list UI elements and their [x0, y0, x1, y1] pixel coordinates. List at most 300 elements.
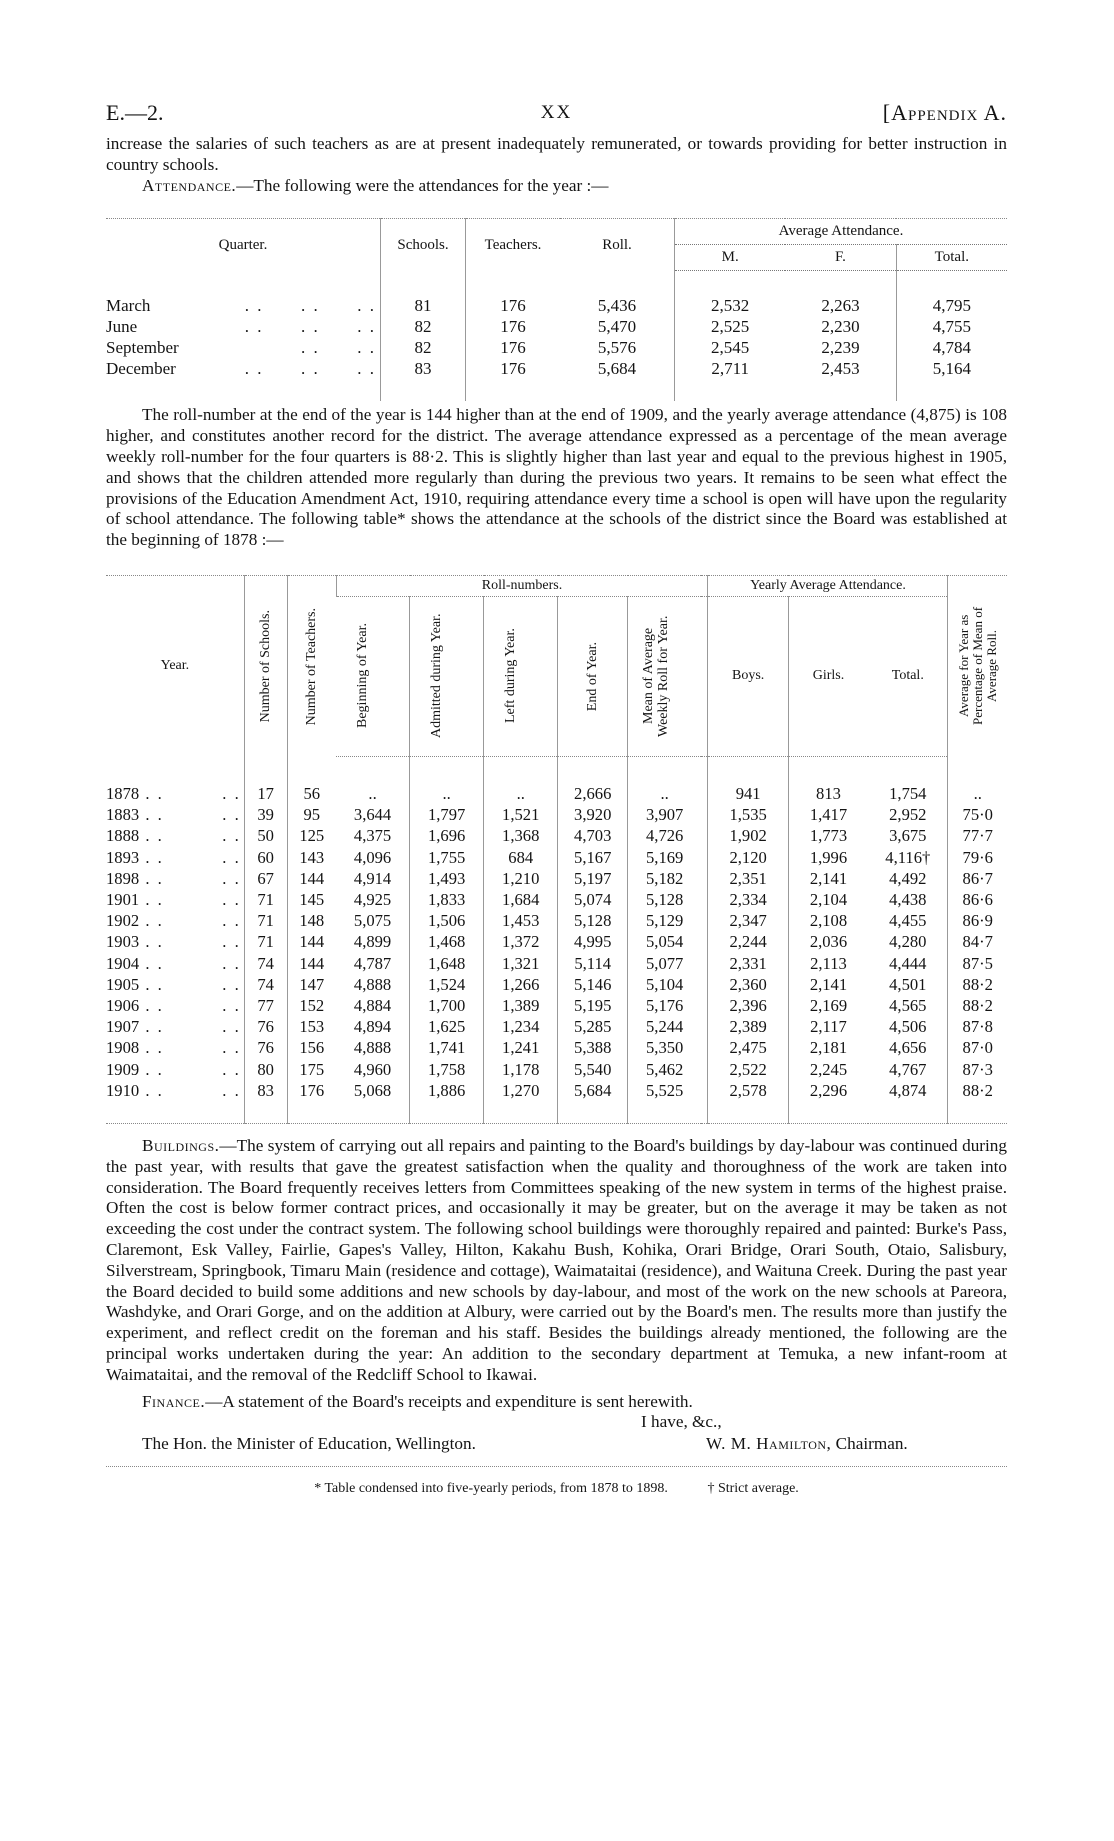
year-value: 1893: [106, 847, 140, 867]
leader-dots: . .: [139, 889, 164, 909]
yearly-beginning-cell: 4,914: [353, 868, 392, 888]
attendance-row: [106, 316, 1007, 337]
attendance-roll-cell: 5,684: [597, 359, 637, 379]
yearly-end-cell: 5,388: [558, 1037, 628, 1058]
yearly-total-cell: 4,116†: [885, 847, 931, 867]
year-value: 1902: [106, 911, 140, 931]
attendance-f-cell: 2,230: [821, 317, 860, 337]
attendance-text: —The following were the attendances for the year :—: [236, 175, 609, 195]
leader-dots: . .: [222, 868, 241, 888]
leader-dots: . .: [222, 932, 241, 952]
yearly-pct-cell: 87·0: [948, 1037, 1007, 1058]
yearly-total-cell: 4,565: [889, 996, 927, 1015]
yearly-pct-cell: 77·7: [948, 825, 1007, 846]
attendance-f-cell: 2,263: [821, 296, 860, 316]
yearly-girls-cell: 2,113: [788, 953, 868, 974]
yearly-pct-cell: 87·8: [948, 1016, 1007, 1037]
yearly-teachers-cell: 145: [287, 889, 336, 910]
attendance-paragraph: [106, 176, 1007, 197]
signatory-name: W. M. Hamilton,: [706, 1434, 832, 1454]
yearly-admitted-cell: 1,700: [410, 995, 484, 1016]
col-teachers: Teachers.: [466, 219, 561, 271]
year-value: 1878: [106, 783, 140, 803]
yearly-teachers-cell: 95: [287, 804, 336, 825]
leader-dots: . . . . . .: [244, 296, 376, 316]
attendance-f-cell: 2,453: [821, 359, 860, 379]
attendance-total-cell: 4,784: [896, 337, 1007, 358]
yearly-admitted-cell: 1,506: [410, 910, 484, 931]
yearly-mean-cell: 5,169: [628, 847, 702, 868]
yearly-beginning-cell: 4,960: [353, 1059, 392, 1079]
yearly-pct-cell: 84·7: [948, 931, 1007, 952]
yearly-boys-cell: 2,351: [708, 868, 788, 889]
quarter-name: September: [106, 338, 179, 358]
yearly-girls-cell: 1,773: [788, 825, 868, 846]
yearly-end-cell: 5,146: [558, 974, 628, 995]
leader-dots: . .: [222, 847, 241, 867]
yearly-end-cell: 5,197: [558, 868, 628, 889]
yearly-row: [106, 974, 1007, 995]
col-admitted-label: Admitted during Year.: [428, 614, 444, 739]
yearly-beginning-cell: 4,096: [353, 847, 392, 867]
col-number-of-teachers-label: Number of Teachers.: [304, 607, 320, 725]
yearly-total-cell: 4,438: [889, 889, 927, 909]
leader-dots: . .: [139, 868, 164, 888]
yearly-pct-cell: 86·7: [948, 868, 1007, 889]
yearly-total-cell: 4,492: [889, 868, 927, 888]
yearly-left-cell: 1,210: [484, 868, 558, 889]
yearly-schools-cell: 17: [244, 756, 287, 804]
yearly-row: [106, 889, 1007, 910]
attendance-teachers-cell: 176: [466, 358, 561, 401]
yearly-admitted-cell: 1,833: [410, 889, 484, 910]
leader-dots: . .: [222, 953, 241, 973]
yearly-row: [106, 825, 1007, 846]
leader-dots: . .: [139, 1017, 164, 1037]
yearly-left-cell: 1,178: [484, 1059, 558, 1080]
yearly-year-cell: [106, 756, 244, 804]
yearly-beginning-cell: 4,787: [353, 953, 392, 973]
yearly-beginning-cell: 4,884: [353, 996, 392, 1015]
yearly-mean-cell: 5,176: [628, 995, 702, 1016]
yearly-beginning-cell: 4,375: [353, 826, 392, 846]
attendance-total-cell: 5,164: [896, 358, 1007, 401]
yearly-boys-cell: 2,396: [708, 995, 788, 1016]
yearly-pct-cell: 86·9: [948, 910, 1007, 931]
col-yearly-average: Yearly Average Attendance.: [708, 575, 948, 596]
col-number-of-schools-label: Number of Schools.: [258, 610, 274, 723]
year-value: 1883: [106, 805, 140, 825]
attendance-roll-cell: 5,436: [597, 296, 637, 316]
yearly-boys-cell: 2,331: [708, 953, 788, 974]
year-value: 1888: [106, 826, 140, 846]
attendance-m-cell: 2,532: [675, 271, 786, 317]
leader-dots: . .: [139, 932, 164, 952]
yearly-teachers-cell: 148: [287, 910, 336, 931]
yearly-year-cell: [106, 825, 244, 846]
attendance-quarter-cell: [106, 358, 381, 401]
col-f: F.: [785, 245, 896, 271]
yearly-boys-cell: 2,244: [708, 931, 788, 952]
yearly-pct-cell: 88·2: [948, 1080, 1007, 1124]
signatory-title: Chairman.: [835, 1434, 908, 1454]
col-m: M.: [675, 245, 786, 271]
yearly-left-cell: 1,521: [484, 804, 558, 825]
leader-dots: . .: [139, 805, 164, 825]
yearly-girls-cell: 2,141: [788, 868, 868, 889]
yearly-year-cell: [106, 995, 244, 1016]
yearly-boys-cell: 2,120: [708, 847, 788, 868]
yearly-year-cell: [106, 889, 244, 910]
year-value: 1910: [106, 1080, 140, 1100]
buildings-label: Buildings.: [142, 1136, 220, 1156]
yearly-mean-cell: 5,129: [628, 910, 702, 931]
yearly-mean-cell: 5,182: [628, 868, 702, 889]
yearly-mean-cell: 5,054: [628, 931, 702, 952]
yearly-beginning-cell: 4,888: [353, 974, 392, 994]
yearly-year-cell: [106, 1059, 244, 1080]
yearly-girls-cell: 2,181: [788, 1037, 868, 1058]
yearly-end-cell: 5,167: [558, 847, 628, 868]
yearly-boys-cell: 2,347: [708, 910, 788, 931]
leader-dots: . .: [139, 847, 164, 867]
yearly-boys-cell: 941: [708, 756, 788, 804]
finance-text: —A statement of the Board's receipts and expenditure is sent herewith.: [205, 1391, 693, 1411]
yearly-year-cell: [106, 910, 244, 931]
attendance-m-cell: 2,711: [675, 358, 786, 401]
attendance-teachers-cell: 176: [466, 271, 561, 317]
yearly-schools-cell: 77: [244, 995, 287, 1016]
yearly-row: [106, 1080, 1007, 1124]
yearly-schools-cell: 71: [244, 931, 287, 952]
yearly-boys-cell: 1,902: [708, 825, 788, 846]
leader-dots: . .: [222, 1017, 241, 1037]
leader-dots: . .: [139, 1038, 164, 1058]
year-value: 1903: [106, 932, 140, 952]
yearly-row: [106, 1016, 1007, 1037]
yearly-teachers-cell: 156: [287, 1037, 336, 1058]
leader-dots: . .: [222, 996, 241, 1015]
col-left-label: Left during Year.: [502, 629, 518, 724]
yearly-left-cell: 1,372: [484, 931, 558, 952]
yearly-total-cell: 4,455: [889, 911, 927, 931]
leader-dots: . . . . . .: [244, 317, 376, 337]
year-value: 1898: [106, 868, 140, 888]
yearly-boys-cell: 2,475: [708, 1037, 788, 1058]
yearly-beginning-cell: 3,644: [353, 805, 392, 825]
yearly-total-cell: 2,952: [889, 805, 927, 825]
yearly-pct-cell: 87·3: [948, 1059, 1007, 1080]
yearly-year-cell: [106, 847, 244, 868]
yearly-beginning-cell: 5,075: [353, 911, 392, 931]
col-mean: [628, 596, 702, 756]
yearly-row: [106, 804, 1007, 825]
attendance-f-cell: 2,239: [821, 338, 860, 358]
yearly-boys-cell: 2,578: [708, 1080, 788, 1124]
col-roll-numbers: Roll-numbers.: [336, 575, 708, 596]
yearly-row: [106, 1059, 1007, 1080]
yearly-schools-cell: 83: [244, 1080, 287, 1124]
yearly-year-cell: [106, 1080, 244, 1124]
yearly-schools-cell: 80: [244, 1059, 287, 1080]
yearly-teachers-cell: 144: [287, 868, 336, 889]
col-total-yearly: Total.: [868, 596, 948, 756]
page-number: XX: [540, 102, 573, 123]
col-percentage: [948, 575, 1007, 756]
yearly-beginning-cell: 4,894: [353, 1017, 392, 1037]
yearly-pct-cell: 75·0: [948, 804, 1007, 825]
yearly-row: [106, 847, 1007, 868]
leader-dots: . .: [139, 1059, 164, 1079]
yearly-schools-cell: 74: [244, 974, 287, 995]
col-mean-label: Mean of Average Weekly Roll for Year.: [640, 615, 671, 738]
col-admitted: [410, 596, 484, 756]
yearly-total-cell: 4,874: [889, 1080, 927, 1100]
attendance-total-cell: 4,755: [896, 316, 1007, 337]
yearly-row: [106, 995, 1007, 1016]
yearly-end-cell: 5,540: [558, 1059, 628, 1080]
yearly-row: [106, 1037, 1007, 1058]
yearly-end-cell: 5,684: [558, 1080, 628, 1124]
yearly-girls-cell: 2,169: [788, 995, 868, 1016]
yearly-mean-cell: 4,726: [628, 825, 702, 846]
attendance-quarter-cell: [106, 337, 381, 358]
yearly-girls-cell: 2,108: [788, 910, 868, 931]
col-end-label: End of Year.: [585, 641, 601, 712]
yearly-teachers-cell: 56: [287, 756, 336, 804]
yearly-teachers-cell: 125: [287, 825, 336, 846]
yearly-end-cell: 2,666: [558, 756, 628, 804]
leader-dots: . .: [222, 805, 241, 825]
yearly-boys-cell: 1,535: [708, 804, 788, 825]
yearly-end-cell: 4,995: [558, 931, 628, 952]
yearly-year-cell: [106, 868, 244, 889]
yearly-pct-cell: 86·6: [948, 889, 1007, 910]
yearly-girls-cell: 2,117: [788, 1016, 868, 1037]
yearly-beginning-cell: 4,899: [353, 932, 392, 952]
yearly-beginning-cell: 4,925: [353, 889, 392, 909]
yearly-total-cell: 4,656: [889, 1038, 927, 1058]
yearly-pct-cell: 87·5: [948, 953, 1007, 974]
yearly-teachers-cell: 153: [287, 1016, 336, 1037]
yearly-end-cell: 5,128: [558, 910, 628, 931]
col-average-attendance: Average Attendance.: [675, 219, 1008, 245]
footnote-dagger: † Strict average.: [707, 1481, 799, 1497]
yearly-pct-cell: ..: [948, 756, 1007, 804]
yearly-admitted-cell: ..: [410, 756, 484, 804]
attendance-label: Attendance.: [142, 175, 237, 195]
yearly-mean-cell: 5,104: [628, 974, 702, 995]
yearly-total-cell: 4,767: [889, 1059, 927, 1079]
yearly-attendance-table: [106, 575, 1007, 1124]
yearly-teachers-cell: 175: [287, 1059, 336, 1080]
yearly-girls-cell: 2,245: [788, 1059, 868, 1080]
yearly-admitted-cell: 1,758: [410, 1059, 484, 1080]
attendance-schools-cell: 81: [381, 271, 466, 317]
col-roll: Roll.: [602, 236, 632, 253]
yearly-girls-cell: 1,417: [788, 804, 868, 825]
col-boys: Boys.: [708, 596, 788, 756]
col-schools: Schools.: [381, 219, 466, 271]
quarter-name: March: [106, 296, 151, 316]
leader-dots: . .: [139, 974, 164, 994]
yearly-pct-cell: 88·2: [948, 974, 1007, 995]
col-end: [558, 596, 628, 756]
roll-number-paragraph: The roll-number at the end of the year is 144 higher than at the end of 1909, and the yearly average attendance (4,875) is 108 higher, and constitutes another record for the district. The average attendance expressed as a percentage of the mean average weekly roll-number for the four quarters is 88·2. This is slightly higher than last year and equal to the previous highest in 1905, and shows that the children attended more regularly than during the previous two years. It remains to be seen what effect the provisions of the Education Amendment Act, 1910, requiring attendance every time a school is open will have upon the regularity of school attendance. The following table* shows the attendance at the schools of the district since the Board was established at the beginning of 1878 :—: [106, 405, 1007, 550]
yearly-boys-cell: 2,360: [708, 974, 788, 995]
yearly-admitted-cell: 1,886: [410, 1080, 484, 1124]
col-left: [484, 596, 558, 756]
attendance-schools-cell: 82: [381, 337, 466, 358]
intro-paragraph: increase the salaries of such teachers as are at present inadequately remunerated, or towards providing for better instruction in country schools.: [106, 134, 1007, 174]
leader-dots: . .: [139, 1080, 164, 1100]
yearly-mean-cell: 5,525: [628, 1080, 702, 1124]
leader-dots: . .: [222, 1038, 241, 1058]
yearly-total-cell: 4,506: [889, 1017, 927, 1037]
attendance-m-cell: 2,545: [675, 337, 786, 358]
col-girls: Girls.: [788, 596, 868, 756]
attendance-teachers-cell: 176: [466, 337, 561, 358]
attendance-m-cell: 2,525: [675, 316, 786, 337]
attendance-quarter-cell: [106, 271, 381, 317]
yearly-left-cell: 1,389: [484, 995, 558, 1016]
buildings-paragraph: [106, 1136, 1007, 1386]
yearly-schools-cell: 71: [244, 889, 287, 910]
yearly-end-cell: 5,285: [558, 1016, 628, 1037]
finance-label: Finance.: [142, 1391, 206, 1411]
year-value: 1909: [106, 1059, 140, 1079]
attendance-schools-cell: 83: [381, 358, 466, 401]
yearly-end-cell: 4,703: [558, 825, 628, 846]
year-value: 1907: [106, 1017, 140, 1037]
year-value: 1904: [106, 953, 140, 973]
attendance-quarter-cell: [106, 316, 381, 337]
closing-salutation: I have, &c.,: [641, 1412, 722, 1432]
yearly-total-cell: 1,754: [889, 783, 927, 803]
yearly-mean-cell: 5,462: [628, 1059, 702, 1080]
yearly-teachers-cell: 144: [287, 953, 336, 974]
yearly-pct-cell: 88·2: [948, 995, 1007, 1016]
leader-dots: . .: [139, 953, 164, 973]
attendance-roll-cell: 5,470: [597, 317, 637, 337]
col-year: Year.: [160, 658, 190, 674]
year-value: 1901: [106, 889, 140, 909]
attendance-row: [106, 271, 1007, 317]
quarter-name: December: [106, 359, 176, 379]
col-percentage-label: Average for Year as Percentage of Mean of Average Roll.: [955, 607, 999, 726]
attendance-row: [106, 358, 1007, 401]
yearly-mean-cell: ..: [628, 756, 702, 804]
yearly-girls-cell: 1,996: [788, 847, 868, 868]
yearly-row: [106, 868, 1007, 889]
yearly-schools-cell: 76: [244, 1016, 287, 1037]
header-appendix: [Appendix A.: [882, 100, 1007, 125]
attendance-teachers-cell: 176: [466, 316, 561, 337]
yearly-year-cell: [106, 1016, 244, 1037]
yearly-boys-cell: 2,522: [708, 1059, 788, 1080]
col-total: Total.: [896, 245, 1007, 271]
leader-dots: . .: [139, 996, 164, 1015]
year-value: 1906: [106, 996, 140, 1015]
yearly-schools-cell: 76: [244, 1037, 287, 1058]
leader-dots: . .: [222, 1080, 241, 1100]
yearly-admitted-cell: 1,755: [410, 847, 484, 868]
yearly-left-cell: 1,234: [484, 1016, 558, 1037]
leader-dots: . .: [222, 783, 241, 803]
signatory: [706, 1434, 908, 1454]
yearly-left-cell: 1,321: [484, 953, 558, 974]
quarter-name: June: [106, 317, 138, 337]
yearly-end-cell: 5,074: [558, 889, 628, 910]
col-number-of-teachers: [287, 575, 336, 756]
yearly-teachers-cell: 176: [287, 1080, 336, 1124]
yearly-total-cell: 4,501: [889, 974, 927, 994]
yearly-mean-cell: 3,907: [628, 804, 702, 825]
page-header: [106, 100, 1007, 134]
yearly-admitted-cell: 1,468: [410, 931, 484, 952]
signature-block: [106, 1412, 1007, 1454]
yearly-mean-cell: 5,077: [628, 953, 702, 974]
yearly-year-cell: [106, 931, 244, 952]
yearly-year-cell: [106, 804, 244, 825]
col-beginning: [336, 596, 410, 756]
yearly-year-cell: [106, 974, 244, 995]
yearly-admitted-cell: 1,524: [410, 974, 484, 995]
yearly-row: [106, 953, 1007, 974]
yearly-girls-cell: 2,104: [788, 889, 868, 910]
yearly-left-cell: ..: [484, 756, 558, 804]
yearly-admitted-cell: 1,493: [410, 868, 484, 889]
yearly-admitted-cell: 1,741: [410, 1037, 484, 1058]
yearly-end-cell: 5,114: [558, 953, 628, 974]
yearly-year-cell: [106, 953, 244, 974]
yearly-girls-cell: 2,141: [788, 974, 868, 995]
yearly-beginning-cell: 4,888: [353, 1038, 392, 1058]
yearly-schools-cell: 50: [244, 825, 287, 846]
leader-dots: . .: [139, 911, 164, 931]
yearly-total-cell: 4,444: [889, 953, 927, 973]
yearly-beginning-cell: ..: [368, 783, 377, 803]
col-number-of-schools: [244, 575, 287, 756]
yearly-year-cell: [106, 1037, 244, 1058]
attendance-roll-cell: 5,576: [597, 338, 637, 358]
yearly-schools-cell: 67: [244, 868, 287, 889]
yearly-admitted-cell: 1,696: [410, 825, 484, 846]
yearly-left-cell: 1,368: [484, 825, 558, 846]
yearly-girls-cell: 2,036: [788, 931, 868, 952]
yearly-girls-cell: 813: [788, 756, 868, 804]
footnote-star: * Table condensed into five-yearly periods, from 1878 to 1898.: [314, 1481, 668, 1497]
yearly-girls-cell: 2,296: [788, 1080, 868, 1124]
yearly-mean-cell: 5,244: [628, 1016, 702, 1037]
attendance-total-cell: 4,795: [896, 271, 1007, 317]
yearly-pct-cell: 79·6: [948, 847, 1007, 868]
leader-dots: . .: [222, 889, 241, 909]
yearly-left-cell: 1,266: [484, 974, 558, 995]
yearly-end-cell: 3,920: [558, 804, 628, 825]
col-beginning-label: Beginning of Year.: [354, 623, 370, 729]
leader-dots: . .: [222, 911, 241, 931]
yearly-mean-cell: 5,128: [628, 889, 702, 910]
yearly-left-cell: 1,241: [484, 1037, 558, 1058]
year-value: 1905: [106, 974, 140, 994]
leader-dots: . . . .: [301, 338, 376, 358]
leader-dots: . . . . . .: [244, 359, 376, 379]
leader-dots: . .: [139, 783, 164, 803]
addressee: The Hon. the Minister of Education, Wellington.: [142, 1434, 476, 1454]
yearly-schools-cell: 60: [244, 847, 287, 868]
attendance-row: [106, 337, 1007, 358]
